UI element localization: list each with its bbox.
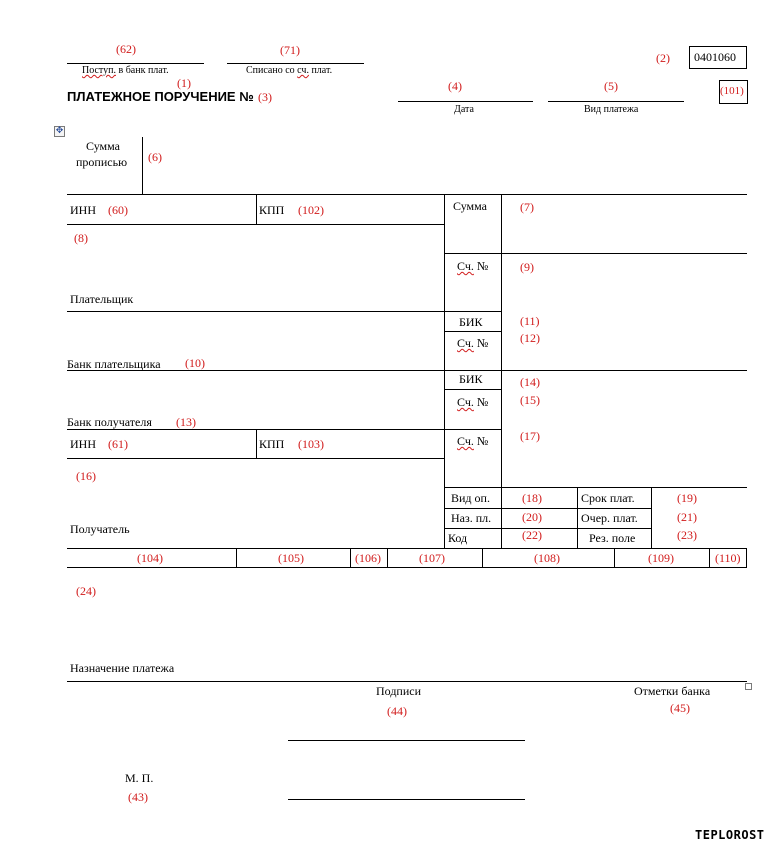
field-102-number: (102): [298, 203, 324, 217]
field-21-number: (21): [677, 510, 697, 524]
kod-label: Код: [448, 531, 468, 545]
naz-pl-label: Наз. пл.: [451, 511, 492, 525]
tax-divider-7: [746, 548, 747, 567]
payee-inn-kpp-divider: [256, 429, 257, 458]
purpose-label: Назначение платежа: [70, 661, 175, 675]
field-1-number: (1): [177, 76, 191, 90]
field-43-number: (43): [128, 790, 148, 804]
field-3-number: (3): [258, 90, 272, 104]
field-16-number: (16): [76, 469, 96, 483]
field-19-number: (19): [677, 491, 697, 505]
bik-acc-divider-1: [444, 331, 501, 332]
payee-account-label: Сч. №: [457, 434, 489, 448]
payment-type-line: [548, 101, 684, 102]
signature-line-2: [288, 799, 525, 800]
field-44-number: (44): [387, 704, 407, 718]
field-8-number: (8): [74, 231, 88, 245]
grid-vertical-501: [501, 194, 502, 548]
grid-line-508: [444, 508, 651, 509]
payer-bank-account-label: Сч. №: [457, 336, 489, 350]
grid-vertical-651: [651, 487, 652, 548]
field-104-number: (104): [137, 551, 163, 565]
grid-line-224: [67, 224, 444, 225]
grid-line-528: [444, 528, 651, 529]
srok-plat-label: Срок плат.: [581, 491, 635, 505]
field-103-number: (103): [298, 437, 324, 451]
payment-type-label: Вид платежа: [584, 104, 639, 115]
field-71-label: Списано со сч. плат.: [246, 65, 333, 76]
table-move-handle-icon[interactable]: ✥: [55, 126, 64, 136]
field-12-number: (12): [520, 331, 540, 345]
field-24-number: (24): [76, 584, 96, 598]
amount-words-label-2: прописью: [76, 155, 128, 169]
field-17-number: (17): [520, 429, 540, 443]
grid-line-548: [67, 548, 747, 549]
grid-line-253-left: [444, 253, 501, 254]
grid-line-487: [444, 487, 747, 488]
field-20-number: (20): [522, 510, 542, 524]
field-18-number: (18): [522, 491, 542, 505]
tax-divider-5: [614, 548, 615, 567]
document-title: ПЛАТЕЖНОЕ ПОРУЧЕНИЕ №: [67, 89, 254, 104]
field-22-number: (22): [522, 528, 542, 542]
field-11-number: (11): [520, 314, 540, 328]
payee-bank-account-label: Сч. №: [457, 395, 489, 409]
sum-label: Сумма: [453, 199, 487, 213]
tax-divider-3: [387, 548, 388, 567]
payee-kpp-label: КПП: [259, 437, 285, 451]
payee-bik-label: БИК: [459, 372, 483, 386]
field-60-number: (60): [108, 203, 128, 217]
rez-pole-label: Рез. поле: [589, 531, 636, 545]
grid-line-370: [67, 370, 747, 371]
ocher-plat-label: Очер. плат.: [581, 511, 638, 525]
field-61-number: (61): [108, 437, 128, 451]
field-71-number: (71): [280, 43, 300, 57]
grid-line-253: [501, 253, 747, 254]
field-101-box: [719, 80, 748, 104]
field-106-number: (106): [355, 551, 381, 565]
date-label: Дата: [454, 104, 474, 115]
field-62-number: (62): [116, 42, 136, 56]
field-4-number: (4): [448, 79, 462, 93]
field-101-number: (101): [720, 85, 744, 97]
form-code-box: [689, 46, 747, 69]
payer-kpp-label: КПП: [259, 203, 285, 217]
amount-words-label-1: Сумма: [86, 139, 120, 153]
stamp-label: М. П.: [125, 771, 154, 785]
field-71-line: [227, 63, 364, 64]
field-6-number: (6): [148, 150, 162, 164]
watermark-logo: TEPLOROST: [695, 828, 765, 842]
payee-bank-label: Банк получателя: [67, 415, 152, 429]
field-62-line: [67, 63, 204, 64]
grid-line-194: [67, 194, 747, 195]
signatures-label: Подписи: [376, 684, 422, 698]
field-108-number: (108): [534, 551, 560, 565]
signature-line-1: [288, 740, 525, 741]
grid-vertical-577: [577, 487, 578, 548]
payer-account-label: Сч. №: [457, 259, 489, 273]
tax-divider-4: [482, 548, 483, 567]
field-2-number: (2): [656, 51, 670, 65]
payee-inn-label: ИНН: [70, 437, 96, 451]
grid-line-458: [67, 458, 444, 459]
table-resize-handle-icon[interactable]: [745, 683, 752, 690]
field-62-label: Поступ. в банк плат.: [82, 65, 169, 76]
bank-marks-label: Отметки банка: [634, 684, 711, 698]
field-105-number: (105): [278, 551, 304, 565]
vid-op-label: Вид оп.: [451, 491, 490, 505]
amount-words-divider: [142, 137, 143, 194]
tax-divider-1: [236, 548, 237, 567]
field-107-number: (107): [419, 551, 445, 565]
purpose-bottom-line: [67, 681, 747, 682]
field-109-number: (109): [648, 551, 674, 565]
field-5-number: (5): [604, 79, 618, 93]
bik-acc-divider-2: [444, 389, 501, 390]
grid-line-567: [67, 567, 747, 568]
payee-label: Получатель: [70, 522, 130, 536]
field-15-number: (15): [520, 393, 540, 407]
payer-bank-label: Банк плательщика: [67, 357, 161, 371]
payee-acc-divider: [444, 429, 501, 430]
field-45-number: (45): [670, 701, 690, 715]
grid-vertical-444: [444, 194, 445, 548]
payer-label: Плательщик: [70, 292, 134, 306]
form-code: 0401060: [694, 50, 736, 64]
tax-divider-6: [709, 548, 710, 567]
grid-line-311: [67, 311, 501, 312]
payer-inn-label: ИНН: [70, 203, 96, 217]
payer-bik-label: БИК: [459, 315, 483, 329]
field-13-number: (13): [176, 415, 196, 429]
field-14-number: (14): [520, 375, 540, 389]
tax-divider-2: [350, 548, 351, 567]
field-7-number: (7): [520, 200, 534, 214]
date-line: [398, 101, 533, 102]
field-10-number: (10): [185, 356, 205, 370]
field-9-number: (9): [520, 260, 534, 274]
field-110-number: (110): [715, 551, 741, 565]
payer-inn-kpp-divider: [256, 194, 257, 224]
field-23-number: (23): [677, 528, 697, 542]
